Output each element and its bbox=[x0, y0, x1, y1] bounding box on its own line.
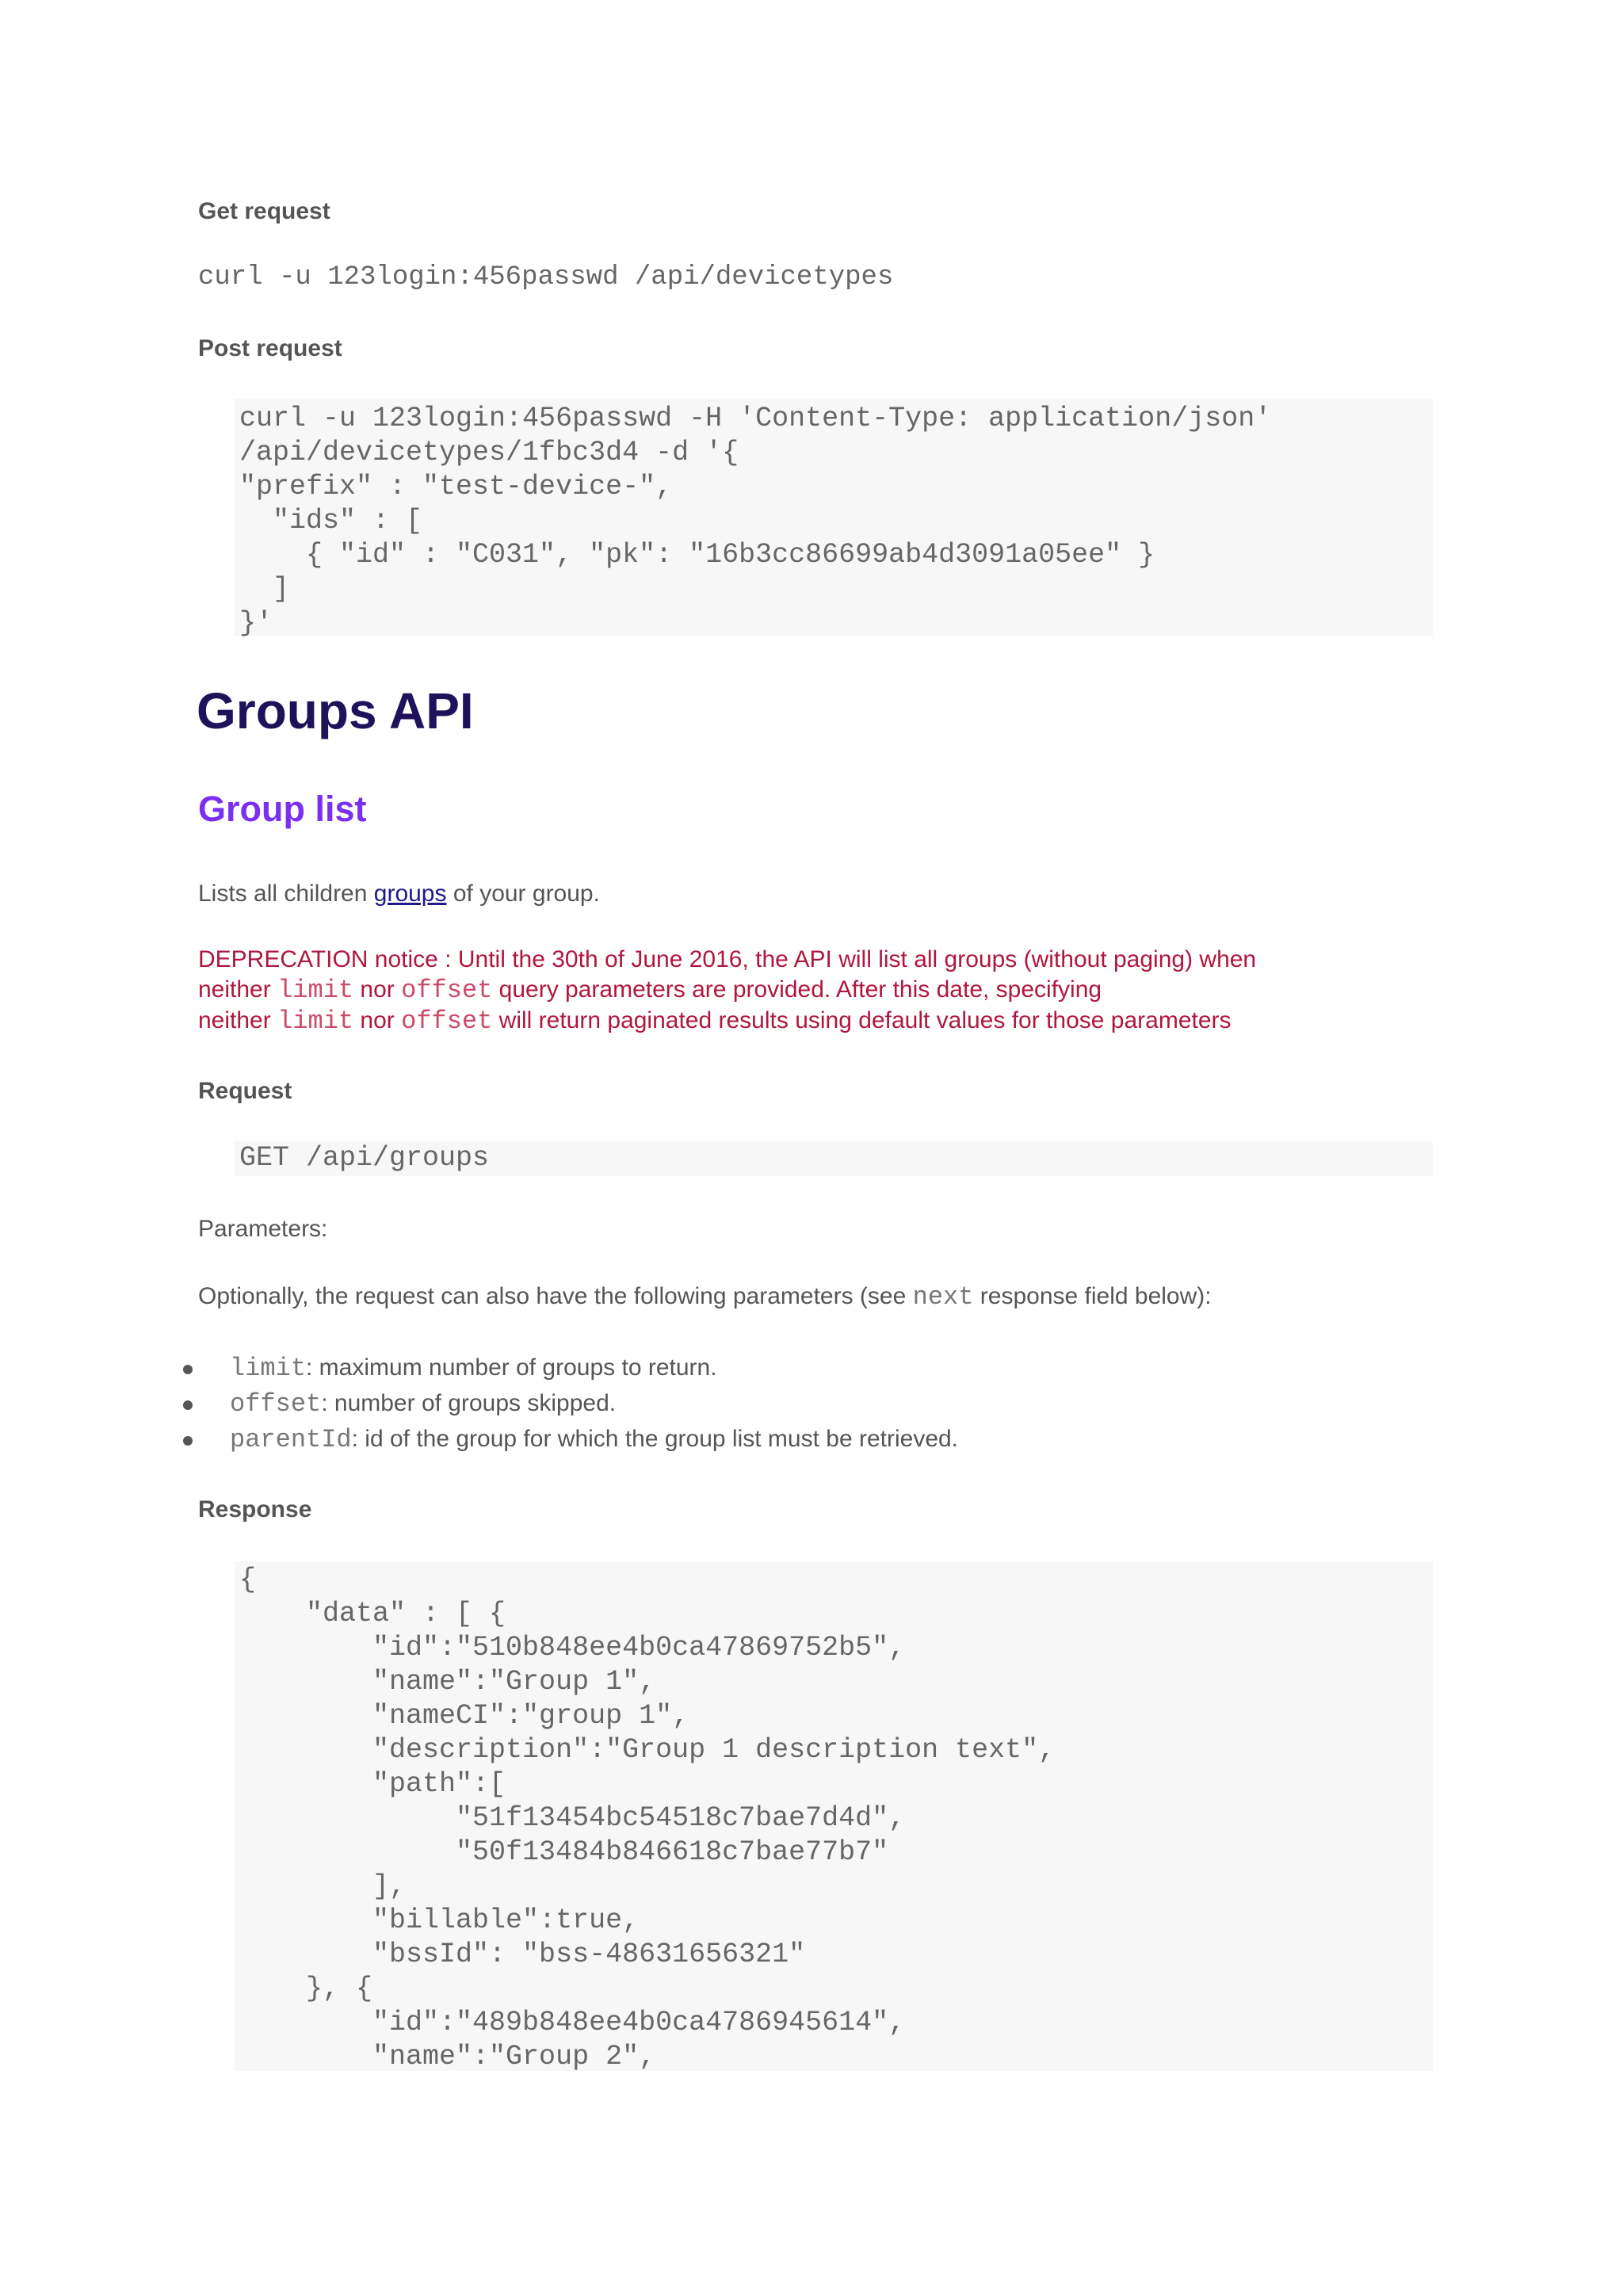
bullet-icon bbox=[183, 1400, 193, 1410]
parameter-description: : maximum number of groups to return. bbox=[306, 1354, 717, 1381]
intro-text-before: Lists all children bbox=[198, 881, 374, 907]
deprecation-text: neither bbox=[198, 976, 278, 1003]
deprecation-notice bbox=[198, 945, 1256, 1037]
deprecation-text: nor bbox=[353, 1007, 402, 1033]
groups-api-heading: Groups API bbox=[197, 682, 474, 739]
deprecation-line-2 bbox=[198, 975, 1256, 1006]
parameter-name: parentId bbox=[230, 1425, 352, 1454]
bullet-icon bbox=[183, 1365, 193, 1374]
parameters-label: Parameters: bbox=[198, 1216, 328, 1242]
deprecation-line-1: DEPRECATION notice : Until the 30th of June 2016, the API will list all groups (without paging) when bbox=[198, 946, 1257, 972]
code-limit: limit bbox=[277, 1007, 354, 1036]
group-list-intro bbox=[198, 881, 600, 907]
deprecation-text: nor bbox=[353, 976, 402, 1003]
code-next: next bbox=[912, 1282, 974, 1312]
get-request-command: curl -u 123login:456passwd /api/devicetypes bbox=[198, 262, 894, 292]
request-code-block: GET /api/groups bbox=[235, 1141, 1433, 1176]
parameter-description: : number of groups skipped. bbox=[321, 1390, 617, 1416]
parameter-name: limit bbox=[230, 1354, 307, 1383]
post-request-code-block: curl -u 123login:456passwd -H 'Content-Type: application/json' /api/devicetypes/1fbc3d4 -d '{ "prefix" : "test-device-", "ids" : [ { "id" : "C031", "pk": "16b3cc86699ab4d3091a05ee" } ] }' bbox=[235, 399, 1433, 636]
group-list-heading: Group list bbox=[198, 789, 367, 829]
deprecation-text: will return paginated results using default values for those parameters bbox=[492, 1007, 1232, 1033]
optional-text-after: response field below): bbox=[973, 1283, 1212, 1309]
intro-text-after: of your group. bbox=[446, 881, 600, 907]
response-code-block: { "data" : [ { "id":"510b848ee4b0ca47869752b5", "name":"Group 1", "nameCI":"group 1", "description":"Group 1 description text", "path":[ "51f13454bc54518c7bae7d4d", "50f13484b846618c7bae77b7" ], "billable":true, "bssId": "bss-48631656321" }, { "id":"489b848ee4b0ca4786945614", "name":"Group 2", bbox=[235, 1561, 1433, 2071]
parameter-description: : id of the group for which the group list must be retrieved. bbox=[351, 1426, 959, 1452]
code-limit: limit bbox=[277, 976, 354, 1005]
optional-parameters-text bbox=[198, 1282, 1212, 1312]
code-offset: offset bbox=[401, 1007, 493, 1036]
parameter-entry bbox=[230, 1389, 616, 1419]
deprecation-text: query parameters are provided. After this date, specifying bbox=[492, 976, 1102, 1003]
groups-link[interactable]: groups bbox=[373, 881, 447, 907]
deprecation-text: neither bbox=[198, 1007, 278, 1033]
code-offset: offset bbox=[401, 976, 493, 1005]
parameter-entry bbox=[230, 1354, 717, 1383]
deprecation-line-3 bbox=[198, 1006, 1256, 1037]
parameter-name: offset bbox=[230, 1389, 322, 1419]
parameter-entry bbox=[230, 1425, 958, 1454]
bullet-icon bbox=[183, 1436, 193, 1446]
post-request-label: Post request bbox=[198, 335, 342, 361]
request-label: Request bbox=[198, 1078, 292, 1104]
get-request-label: Get request bbox=[198, 198, 330, 224]
optional-text-before: Optionally, the request can also have the following parameters (see bbox=[198, 1283, 913, 1309]
response-label: Response bbox=[198, 1496, 312, 1522]
